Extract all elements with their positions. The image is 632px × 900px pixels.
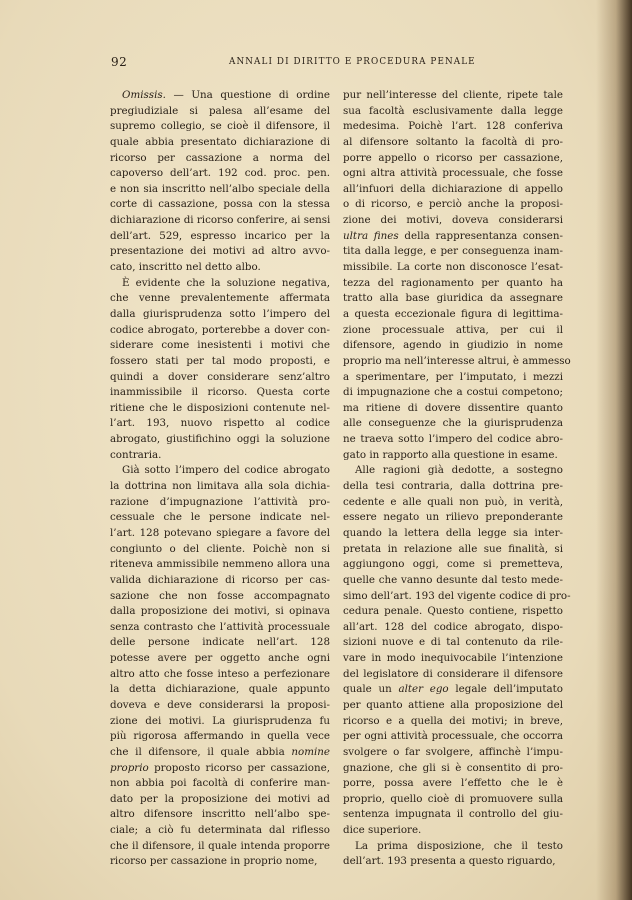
- text-line: per quanto attiene alla proposizione del: [343, 698, 563, 711]
- text-line: Alle ragioni già dedotte, a sostegno: [355, 464, 563, 477]
- text-line: supremo collegio, se cioè il difensore, il: [110, 120, 330, 133]
- text-line: ultra fines della rappresentanza consen-: [343, 229, 564, 242]
- text-line: l’art. 128 potevano spiegare a favore del: [110, 526, 330, 539]
- text-line: a questa eccezionale figura di legittima-: [343, 307, 563, 320]
- text-line: codice abrogato, porterebbe a dover con-: [110, 323, 330, 336]
- text-line: dalla giurisprudenza sotto l’impero del: [110, 307, 330, 320]
- text-line: quindi a dover considerare senz’altro: [110, 370, 330, 383]
- text-line: ricorso per cassazione a norma del: [110, 151, 330, 164]
- text-line: dell’art. 193 presenta a questo riguardo,: [343, 855, 556, 868]
- text-line: porre, possa avere l’effetto che le è: [343, 777, 563, 790]
- text-line: pur nell’interesse del cliente, ripete tale: [343, 89, 563, 101]
- text-line: doveva e deve considerarsi la proposi-: [110, 698, 330, 711]
- text-line: che venne prevalentemente affermata: [110, 292, 330, 305]
- text-line: dell’art. 529, espresso incarico per la: [110, 229, 330, 242]
- text-line: per ogni attività processuale, che occorra: [343, 730, 563, 743]
- text-line: razione d’impugnazione l’attività pro-: [110, 495, 330, 508]
- left-text-column: [110, 88, 330, 870]
- text-line: sizioni nuove e di tal contenuto da rile-: [343, 636, 563, 649]
- text-line: l’art. 193, nuovo rispetto al codice: [110, 417, 330, 430]
- text-line: pretata in relazione alle sue finalità, si: [343, 542, 563, 555]
- text-line: a sperimentare, per l’imputato, i mezzi: [343, 370, 563, 383]
- text-line: ricorso per cassazione in proprio nome,: [110, 855, 318, 868]
- text-line: potesse avere per oggetto anche ogni: [110, 652, 330, 665]
- text-line: porre appello o ricorso per cassazione,: [343, 151, 563, 164]
- text-line: fossero stati per tal modo proposti, e: [110, 354, 330, 367]
- text-line: tita dalla legge, e per conseguenza inam-: [343, 245, 563, 258]
- text-line: proprio ma nell’interesse altrui, è ammesso: [343, 354, 571, 367]
- text-line: cedura penale. Questo contiene, rispetto: [343, 605, 563, 618]
- text-line: svolgere o far svolgere, affinchè l’impu-: [343, 745, 563, 758]
- text-line: simo dell’art. 193 del vigente codice di pro-: [343, 589, 571, 602]
- text-line: altro difensore inscritto nell’albo spe-: [110, 808, 330, 821]
- text-line: della tesi contraria, dalla dottrina pre-: [343, 480, 563, 493]
- text-line: dato per la proposizione dei motivi ad: [110, 792, 330, 805]
- text-line: la dottrina non limitava alla sola dichia-: [110, 480, 330, 493]
- text-line: di impugnazione che a costui competono;: [343, 386, 563, 399]
- text-line: contraria.: [110, 448, 162, 461]
- text-line: siderare come inesistenti i motivi che: [110, 339, 330, 352]
- text-line: pregiudiziale si palesa all’esame del: [110, 104, 330, 117]
- text-line: dichiarazione di ricorso conferire, ai sensi: [110, 214, 331, 227]
- text-line: all’infuori della dichiarazione di appello: [343, 182, 563, 195]
- text-line: riteneva ammissibile nemmeno allora una: [110, 558, 330, 571]
- text-line: zione processuale attiva, per cui il: [343, 323, 563, 336]
- text-line: tezza del ragionamento per quanto ha: [343, 276, 563, 289]
- text-line: zione dei motivi. La giurisprudenza fu: [110, 714, 330, 727]
- text-line: sua facoltà esclusivamente dalla legge: [343, 104, 563, 117]
- text-line: ciale; a ciò fu determinata dal riflesso: [110, 824, 330, 837]
- text-line: ogni altra attività processuale, che fosse: [343, 167, 563, 180]
- text-line: sazione che non fosse accompagnato: [110, 589, 330, 602]
- text-line: al difensore soltanto la facoltà di pro-: [343, 135, 563, 148]
- text-line: quelle che vanno desunte dal testo mede-: [343, 573, 563, 586]
- text-line: tratto alla base giuridica da assegnare: [343, 292, 563, 305]
- text-line: valida dichiarazione di ricorso per cas-: [110, 573, 330, 586]
- page-edge-shadow: [596, 0, 632, 900]
- text-line: sentenza impugnata il controllo del giu-: [343, 808, 563, 821]
- text-line: ma ritiene di dovere dissentire quanto: [343, 401, 563, 414]
- text-line: La prima disposizione, che il testo: [355, 839, 563, 852]
- text-line: gnazione, che gli si è consentito di pro-: [343, 761, 563, 774]
- text-line: difensore, agendo in giudizio in nome: [343, 339, 563, 352]
- text-line: dalla proposizione dei motivi, si opinava: [110, 605, 330, 618]
- text-line: quale un alter ego legale dell’imputato: [343, 683, 563, 696]
- text-line: quando la lettera della legge sia inter-: [343, 526, 563, 539]
- text-line: essere negato un rilievo preponderante: [343, 511, 563, 524]
- text-line: abrogato, giustifichino oggi la soluzione: [110, 433, 330, 446]
- text-line: quale abbia presentato dichiarazione di: [110, 135, 330, 148]
- text-line: all’art. 128 del codice abrogato, dispo-: [343, 620, 563, 633]
- text-line: zione dei motivi, doveva considerarsi: [343, 214, 563, 227]
- text-line: più rigorosa affermando in quella vece: [110, 730, 330, 743]
- text-line: la detta dichiarazione, quale appunto: [110, 683, 330, 696]
- text-line: inammissibile il ricorso. Questa corte: [110, 386, 330, 399]
- text-line: corte di cassazione, possa con la stessa: [110, 198, 330, 211]
- text-line: senza contrasto che l’attività processuale: [110, 620, 330, 633]
- text-line: vare in modo inequivocabile l’intenzione: [343, 652, 563, 665]
- text-line: gato in rapporto alla questione in esame.: [343, 448, 558, 461]
- text-line: che il difensore, il quale abbia nomine: [110, 745, 330, 758]
- text-line: aggiungono oggi, come si premetteva,: [343, 558, 563, 571]
- text-line: presentazione dei motivi ad altro avvo-: [110, 245, 330, 258]
- page-header: [111, 55, 581, 71]
- text-line: medesima. Poichè l’art. 128 conferiva: [343, 120, 563, 133]
- text-line: e non sia inscritto nell’albo speciale della: [110, 182, 330, 195]
- text-line: cato, inscritto nel detto albo.: [110, 261, 261, 274]
- text-line: capoverso dell’art. 192 cod. proc. pen.: [110, 167, 330, 180]
- text-line: ne traeva sotto l’impero del codice abro-: [343, 433, 563, 446]
- right-text-column: [343, 88, 571, 870]
- text-line: del legislatore di considerare il difensore: [343, 667, 563, 680]
- text-line: alle conseguenze che la giurisprudenza: [343, 417, 563, 430]
- text-line: Omissis. — Una questione di ordine: [122, 89, 330, 101]
- text-line: cedente e alle quali non può, in verità,: [343, 495, 563, 508]
- text-line: È evidente che la soluzione negativa,: [122, 276, 330, 289]
- running-title: ANNALI DI DIRITTO E PROCEDURA PENALE: [229, 57, 476, 67]
- text-line: proprio, quello cioè di promuovere sulla: [343, 792, 563, 805]
- text-line: delle persone indicate nell’art. 128: [110, 636, 330, 649]
- text-line: Già sotto l’impero del codice abrogato: [122, 464, 330, 477]
- text-line: ritiene che le disposizioni contenute nel-: [110, 401, 330, 414]
- page-number: 92: [111, 55, 128, 69]
- text-line: cessuale che le persone indicate nel-: [110, 511, 330, 524]
- text-line: proprio proposto ricorso per cassazione,: [110, 761, 330, 774]
- text-line: o di ricorso, e perciò anche la proposi-: [343, 198, 563, 211]
- text-line: missibile. La corte non disconosce l’esat-: [343, 261, 563, 274]
- text-line: altro atto che fosse inteso a perfezionare: [110, 667, 330, 680]
- text-line: non abbia poi facoltà di conferire man-: [110, 777, 330, 790]
- text-line: congiunto o del cliente. Poichè non si: [110, 542, 330, 555]
- text-line: ricorso e a quella dei motivi; in breve,: [343, 714, 563, 727]
- text-line: che il difensore, il quale intenda proporre: [110, 839, 330, 852]
- text-line: dice superiore.: [343, 824, 422, 837]
